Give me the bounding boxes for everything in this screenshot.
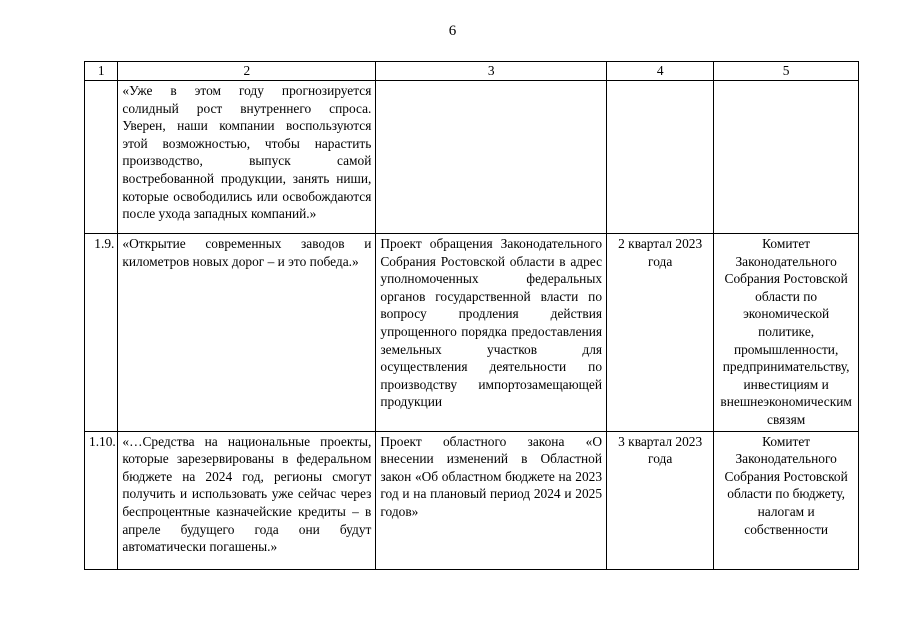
column-header: 1 [85,62,118,81]
table-row [85,234,859,432]
column-header: 5 [714,62,859,81]
table-header-row [85,62,859,81]
row-number: 1.9. [85,234,118,432]
responsible-cell [714,81,859,234]
responsible-cell: Комитет Законодательного Собрания Ростовской области по бюджету, налогам и собственности [714,431,859,569]
measure-cell [376,81,607,234]
deadline-cell [607,81,714,234]
quote-cell: «Открытие современных заводов и километров новых дорог – и это победа.» [118,234,376,432]
measure-cell: Проект обращения Законодательного Собрания Ростовской области в адрес уполномоченных федеральных органов государственной власти по вопросу продления действия упрощенного порядка предоставления земельных участков для осуществления деятельности по производству импортозамещающей продукции [376,234,607,432]
deadline-cell: 3 квартал 2023 года [607,431,714,569]
responsible-cell: Комитет Законодательного Собрания Ростовской области по экономической политике, промышленности, предпринимательству, инвестициям и внешнеэкономическим связям [714,234,859,432]
row-number [85,81,118,234]
measures-table [84,61,859,570]
table-row [85,431,859,569]
quote-cell: «…Средства на национальные проекты, которые зарезервированы в федеральном бюджете на 2024 год, регионы смогут получить и использовать уже сейчас через беспроцентные казначейские кредиты – в апреле будущего года они будут автоматически погашены.» [118,431,376,569]
deadline-cell: 2 квартал 2023 года [607,234,714,432]
column-header: 3 [376,62,607,81]
page-number: 6 [448,23,457,39]
row-number: 1.10. [85,431,118,569]
quote-cell: «Уже в этом году прогнозируется солидный рост внутреннего спроса. Уверен, наши компании воспользуются этой возможностью, чтобы нарастить производство, выпуск самой востребованной продукции, занять ниши, которые освободились или освобождаются после ухода западных компаний.» [118,81,376,234]
column-header: 4 [607,62,714,81]
measure-cell: Проект областного закона «О внесении изменений в Областной закон «Об областном бюджете на 2023 год и на плановый период 2024 и 2025 годов» [376,431,607,569]
table-row [85,81,859,234]
column-header: 2 [118,62,376,81]
